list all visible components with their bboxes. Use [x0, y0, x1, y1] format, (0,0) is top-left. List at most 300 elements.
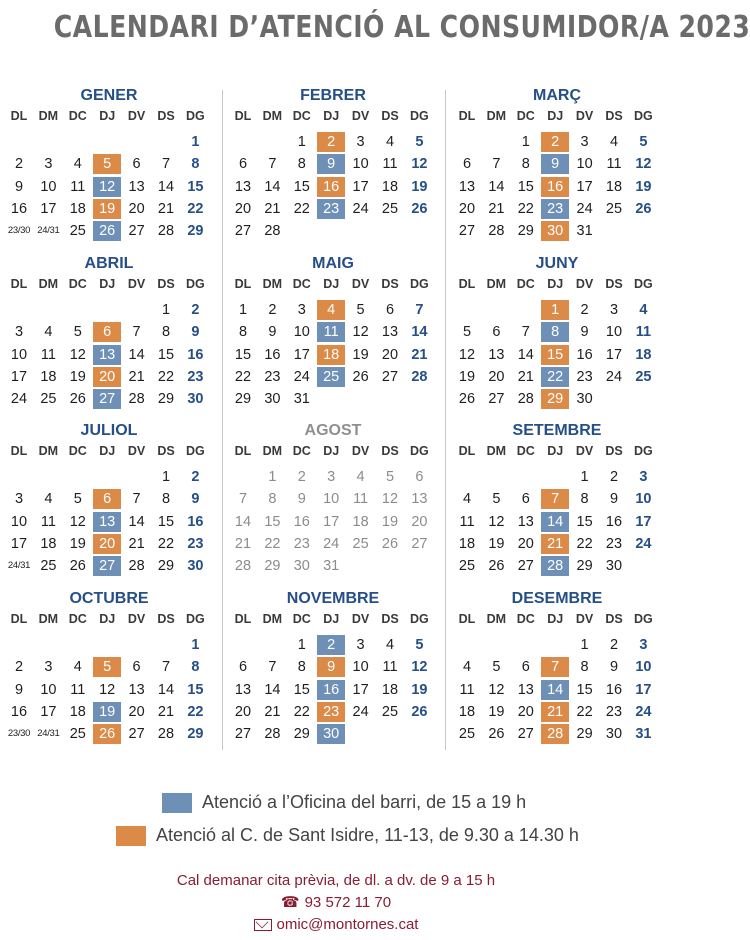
month-name: NOVEMBRE — [286, 590, 380, 607]
day-cell: 28 — [264, 223, 281, 240]
mail-icon — [254, 919, 272, 931]
day-cell: 7 — [132, 491, 141, 508]
day-cell: 16 — [10, 200, 28, 217]
weekday-header: DJ — [547, 109, 564, 123]
month-novembre — [228, 589, 438, 757]
day-cell: 11 — [635, 324, 652, 341]
day-cell: 9 — [191, 491, 200, 508]
day-cell: 25 — [69, 223, 86, 240]
month-name: JULIOL — [80, 422, 138, 439]
day-cell: 14 — [157, 178, 175, 195]
weekday-header: DV — [127, 109, 146, 123]
day-cell: 30 — [605, 726, 623, 743]
day-cell: 29 — [576, 558, 593, 575]
day-cell: 29 — [157, 558, 175, 575]
day-cell: 14 — [157, 681, 175, 698]
phone-number: 93 572 11 70 — [304, 894, 392, 911]
day-cell: 13 — [458, 178, 476, 195]
day-cell: 29 — [264, 558, 281, 575]
day-cell: 31 — [576, 223, 593, 240]
day-cell: 23 — [605, 703, 623, 720]
day-cell: 4 — [639, 302, 648, 318]
phone-icon: ☎ — [280, 894, 300, 911]
day-cell: 26 — [488, 726, 505, 743]
day-cell: 13 — [381, 324, 399, 341]
day-cell: 19 — [411, 681, 428, 698]
day-cell: 4 — [609, 134, 619, 150]
weekday-header: DM — [262, 612, 283, 626]
day-cell: 2 — [297, 469, 306, 485]
day-cell: 12 — [93, 177, 121, 197]
day-cell: 10 — [352, 659, 369, 676]
weekday-header: DC — [68, 109, 87, 123]
day-cell: 23 — [293, 535, 310, 552]
day-cell: 30 — [605, 558, 623, 575]
weekday-header: DM — [38, 444, 59, 458]
day-cell: 25 — [458, 558, 476, 575]
day-cell: 29 — [541, 389, 569, 409]
day-cell: 7 — [541, 657, 569, 677]
day-cell: 10 — [10, 346, 28, 363]
day-cell: 6 — [385, 302, 395, 318]
day-cell: 26 — [635, 200, 652, 217]
day-cell: 19 — [488, 535, 505, 552]
day-cell: 5 — [492, 491, 501, 508]
month-març — [452, 86, 662, 254]
day-cell: 18 — [605, 178, 623, 195]
day-cell: 4 — [73, 156, 82, 173]
weekday-header: DS — [381, 277, 399, 291]
day-cell: 6 — [93, 489, 121, 509]
day-cell: 2 — [14, 156, 24, 173]
day-cell: 14 — [264, 178, 281, 195]
day-cell: 15 — [187, 178, 204, 195]
day-cell: 25 — [381, 200, 399, 217]
weekday-header: DC — [68, 277, 87, 291]
day-cell: 24 — [352, 703, 369, 720]
month-agost — [228, 421, 438, 589]
day-cell: 9 — [268, 324, 277, 341]
day-cell: 26 — [69, 391, 86, 408]
month-name: MARÇ — [533, 87, 581, 104]
weekday-header: DL — [458, 277, 476, 291]
day-cell: 21 — [157, 703, 175, 720]
day-cell: 13 — [128, 681, 145, 698]
day-cell: 30 — [187, 391, 204, 408]
day-cell: 11 — [459, 681, 475, 698]
weekday-header: DV — [351, 109, 370, 123]
weekday-header: DC — [292, 612, 311, 626]
day-cell: 8 — [541, 322, 569, 342]
day-cell: 2 — [541, 132, 569, 152]
weekday-header: DG — [410, 277, 429, 291]
day-cell: 5 — [415, 134, 424, 150]
day-cell: 15 — [541, 345, 569, 365]
day-cell: 7 — [238, 491, 248, 508]
day-cell: 25 — [69, 726, 86, 743]
day-cell: 14 — [234, 513, 252, 530]
day-cell: 7 — [161, 156, 171, 173]
day-cell: 18 — [352, 513, 369, 530]
day-cell: 19 — [69, 368, 86, 385]
day-cell: 9 — [609, 491, 619, 508]
day-cell: 25 — [40, 391, 57, 408]
day-cell: 20 — [234, 200, 252, 217]
day-cell: 4 — [462, 491, 472, 508]
day-cell: 11 — [40, 346, 56, 363]
day-cell: 3 — [356, 134, 365, 150]
day-cell: 19 — [458, 368, 476, 385]
day-cell: 13 — [234, 178, 252, 195]
weekday-header: DG — [634, 612, 653, 626]
day-cell: 14 — [264, 681, 281, 698]
day-cell: 12 — [411, 156, 428, 173]
day-cell: 21 — [128, 368, 145, 385]
day-cell: 2 — [14, 659, 24, 676]
day-cell: 12 — [488, 513, 505, 530]
day-cell: 26 — [411, 703, 428, 720]
email-address[interactable]: omic@montornes.cat — [276, 916, 419, 933]
day-cell: 10 — [576, 156, 593, 173]
day-cell: 16 — [187, 513, 204, 530]
legend-blue — [162, 792, 526, 813]
day-cell: 6 — [132, 156, 141, 173]
month-desembre — [452, 589, 662, 757]
day-cell: 7 — [132, 324, 141, 341]
weekday-header: DS — [157, 109, 175, 123]
weekday-header: DM — [38, 109, 59, 123]
day-cell: 11 — [40, 513, 56, 530]
day-cell: 22 — [541, 367, 569, 387]
day-cell: 15 — [576, 513, 593, 530]
day-cell: 9 — [14, 681, 24, 698]
day-cell: 27 — [411, 535, 428, 552]
day-cell: 5 — [73, 324, 82, 341]
day-cell: 16 — [317, 680, 345, 700]
day-cell: 22 — [576, 535, 593, 552]
day-cell: 16 — [293, 513, 310, 530]
day-cell: 9 — [191, 324, 200, 341]
day-cell: 22 — [576, 703, 593, 720]
weekday-header: DM — [262, 277, 283, 291]
day-cell: 17 — [576, 178, 593, 195]
weekday-header: DL — [10, 612, 28, 626]
day-cell: 20 — [517, 535, 534, 552]
day-cell: 17 — [40, 703, 57, 720]
day-cell: 26 — [458, 391, 476, 408]
day-cell: 12 — [99, 681, 116, 698]
day-cell: 10 — [352, 156, 369, 173]
weekday-header: DJ — [323, 109, 340, 123]
day-cell: 20 — [234, 703, 252, 720]
day-cell: 27 — [488, 391, 505, 408]
day-cell: 25 — [605, 200, 623, 217]
day-cell: 3 — [14, 324, 24, 341]
day-cell: 3 — [14, 491, 24, 508]
day-cell: 24/31 — [37, 728, 60, 740]
day-cell: 28 — [157, 223, 175, 240]
day-cell: 26 — [488, 558, 505, 575]
weekday-header: DS — [157, 444, 175, 458]
day-cell: 17 — [635, 513, 652, 530]
day-cell: 1 — [580, 469, 589, 485]
day-cell: 12 — [381, 491, 399, 508]
month-name: ABRIL — [84, 255, 134, 272]
day-cell: 13 — [234, 681, 252, 698]
day-cell: 23/30 — [7, 225, 31, 237]
weekday-header: DM — [38, 277, 59, 291]
legend-blue-label: Atenció a l’Oficina del barri, de 15 a 19 h — [202, 792, 527, 812]
day-cell: 6 — [238, 156, 248, 173]
day-cell: 5 — [93, 657, 121, 677]
day-cell: 3 — [327, 469, 336, 485]
month-name: MAIG — [312, 255, 354, 272]
day-cell: 3 — [44, 156, 53, 173]
day-cell: 18 — [317, 345, 345, 365]
weekday-header: DS — [605, 277, 623, 291]
day-cell: 17 — [293, 346, 310, 363]
day-cell: 8 — [580, 491, 589, 508]
day-cell: 7 — [268, 659, 277, 676]
day-cell: 14 — [541, 512, 569, 532]
weekday-header: DJ — [547, 277, 564, 291]
day-cell: 7 — [521, 324, 530, 341]
day-cell: 23 — [187, 535, 204, 552]
day-cell: 30 — [264, 391, 281, 408]
day-cell: 13 — [517, 681, 534, 698]
day-cell: 18 — [458, 703, 476, 720]
day-cell: 2 — [268, 302, 277, 318]
day-cell: 8 — [191, 659, 200, 676]
day-cell: 30 — [576, 391, 593, 408]
weekday-header: DC — [516, 109, 535, 123]
weekday-header: DC — [292, 109, 311, 123]
day-cell: 27 — [128, 726, 145, 743]
day-cell: 22 — [293, 200, 310, 217]
day-cell: 13 — [93, 345, 121, 365]
weekday-header: DG — [186, 277, 205, 291]
month-febrer — [228, 86, 438, 254]
month-name: DESEMBRE — [511, 590, 603, 607]
day-cell: 17 — [10, 368, 28, 385]
day-cell: 5 — [93, 154, 121, 174]
day-cell: 9 — [609, 659, 619, 676]
month-name: SETEMBRE — [512, 422, 602, 439]
day-cell: 22 — [234, 368, 252, 385]
weekday-header: DC — [68, 444, 87, 458]
day-cell: 2 — [609, 637, 619, 653]
day-cell: 22 — [187, 200, 204, 217]
day-cell: 17 — [10, 535, 28, 552]
day-cell: 28 — [541, 724, 569, 744]
day-cell: 13 — [93, 512, 121, 532]
day-cell: 26 — [69, 558, 86, 575]
day-cell: 21 — [488, 200, 505, 217]
day-cell: 27 — [458, 223, 476, 240]
day-cell: 17 — [605, 346, 623, 363]
day-cell: 30 — [541, 221, 569, 241]
day-cell: 28 — [234, 558, 252, 575]
column-divider — [222, 90, 223, 750]
day-cell: 19 — [381, 513, 399, 530]
day-cell: 11 — [382, 659, 398, 676]
day-cell: 26 — [411, 200, 428, 217]
day-cell: 4 — [385, 134, 395, 150]
day-cell: 22 — [293, 703, 310, 720]
day-cell: 25 — [458, 726, 476, 743]
weekday-header: DG — [634, 109, 653, 123]
day-cell: 24 — [10, 391, 28, 408]
day-cell: 10 — [323, 491, 340, 508]
day-cell: 11 — [70, 681, 86, 698]
weekday-header: DV — [351, 277, 370, 291]
weekday-header: DV — [127, 444, 146, 458]
weekday-header: DV — [575, 109, 594, 123]
weekday-header: DJ — [547, 612, 564, 626]
day-cell: 16 — [576, 346, 593, 363]
day-cell: 21 — [541, 702, 569, 722]
day-cell: 15 — [293, 681, 310, 698]
weekday-header: DJ — [547, 444, 564, 458]
day-cell: 31 — [323, 558, 340, 575]
weekday-header: DL — [234, 109, 252, 123]
day-cell: 19 — [488, 703, 505, 720]
day-cell: 5 — [492, 659, 501, 676]
month-gener — [4, 86, 214, 254]
day-cell: 31 — [635, 726, 652, 743]
day-cell: 16 — [317, 177, 345, 197]
weekday-header: DM — [486, 444, 507, 458]
day-cell: 18 — [381, 178, 399, 195]
weekday-header: DL — [458, 444, 476, 458]
day-cell: 1 — [297, 637, 306, 653]
day-cell: 22 — [157, 368, 175, 385]
day-cell: 29 — [187, 223, 204, 240]
day-cell: 23 — [187, 368, 204, 385]
day-cell: 1 — [191, 637, 200, 653]
day-cell: 18 — [458, 535, 476, 552]
day-cell: 18 — [635, 346, 652, 363]
day-cell: 20 — [93, 534, 121, 554]
day-cell: 8 — [268, 491, 277, 508]
day-cell: 6 — [238, 659, 248, 676]
day-cell: 1 — [238, 302, 248, 318]
weekday-header: DG — [186, 109, 205, 123]
weekday-header: DC — [292, 444, 311, 458]
day-cell: 9 — [580, 324, 589, 341]
day-cell: 17 — [352, 178, 369, 195]
day-cell: 29 — [576, 726, 593, 743]
month-maig — [228, 254, 438, 422]
day-cell: 14 — [411, 324, 428, 341]
weekday-header: DL — [458, 109, 476, 123]
month-name: JUNY — [535, 255, 579, 272]
weekday-header: DM — [486, 109, 507, 123]
legend-orange-swatch — [116, 826, 146, 846]
day-cell: 21 — [264, 200, 281, 217]
weekday-header: DC — [292, 277, 311, 291]
day-cell: 14 — [517, 346, 534, 363]
day-cell: 20 — [93, 367, 121, 387]
day-cell: 19 — [93, 199, 121, 219]
day-cell: 2 — [191, 469, 200, 485]
day-cell: 16 — [10, 703, 28, 720]
day-cell: 8 — [238, 324, 248, 341]
weekday-header: DS — [157, 277, 175, 291]
day-cell: 6 — [521, 491, 530, 508]
day-cell: 2 — [317, 132, 345, 152]
appointment-note: Cal demanar cita prèvia, de dl. a dv. de 9 a 15 h — [176, 872, 496, 889]
weekday-header: DJ — [323, 277, 340, 291]
day-cell: 6 — [415, 469, 424, 485]
day-cell: 5 — [73, 491, 82, 508]
day-cell: 1 — [521, 134, 530, 150]
day-cell: 22 — [157, 535, 175, 552]
day-cell: 9 — [541, 154, 569, 174]
day-cell: 3 — [639, 637, 648, 653]
day-cell: 19 — [411, 178, 428, 195]
day-cell: 2 — [609, 469, 619, 485]
legend-orange-label: Atenció al C. de Sant Isidre, 11-13, de 9.30 a 14.30 h — [156, 825, 579, 845]
day-cell: 28 — [157, 726, 175, 743]
month-name: AGOST — [304, 422, 362, 439]
day-cell: 11 — [353, 491, 369, 508]
weekday-header: DG — [634, 444, 653, 458]
weekday-header: DG — [410, 109, 429, 123]
day-cell: 7 — [415, 302, 424, 318]
day-cell: 26 — [93, 221, 121, 241]
weekday-header: DV — [351, 444, 370, 458]
day-cell: 23 — [541, 199, 569, 219]
day-cell: 26 — [381, 535, 399, 552]
column-divider — [445, 90, 446, 750]
day-cell: 23 — [317, 199, 345, 219]
day-cell: 19 — [93, 702, 121, 722]
day-cell: 3 — [356, 637, 365, 653]
day-cell: 10 — [40, 681, 57, 698]
day-cell: 4 — [44, 491, 53, 508]
day-cell: 12 — [411, 659, 428, 676]
legend-blue-swatch — [162, 793, 192, 813]
day-cell: 12 — [69, 513, 86, 530]
weekday-header: DL — [234, 277, 252, 291]
day-cell: 6 — [132, 659, 141, 676]
weekday-header: DS — [605, 444, 623, 458]
day-cell: 6 — [93, 322, 121, 342]
day-cell: 26 — [352, 368, 369, 385]
day-cell: 21 — [517, 368, 534, 385]
day-cell: 20 — [381, 346, 399, 363]
day-cell: 10 — [605, 324, 623, 341]
weekday-header: DL — [10, 444, 28, 458]
weekday-header: DV — [575, 612, 594, 626]
weekday-header: DC — [68, 612, 87, 626]
day-cell: 1 — [161, 469, 171, 485]
month-name: GENER — [80, 87, 138, 104]
day-cell: 15 — [187, 681, 204, 698]
day-cell: 16 — [605, 681, 623, 698]
day-cell: 8 — [191, 156, 200, 173]
day-cell: 19 — [635, 178, 652, 195]
day-cell: 10 — [40, 178, 57, 195]
day-cell: 28 — [128, 391, 145, 408]
day-cell: 4 — [317, 300, 345, 320]
day-cell: 27 — [128, 223, 145, 240]
day-cell: 5 — [462, 324, 472, 341]
day-cell: 25 — [40, 558, 57, 575]
day-cell: 20 — [517, 703, 534, 720]
weekday-header: DL — [234, 612, 252, 626]
